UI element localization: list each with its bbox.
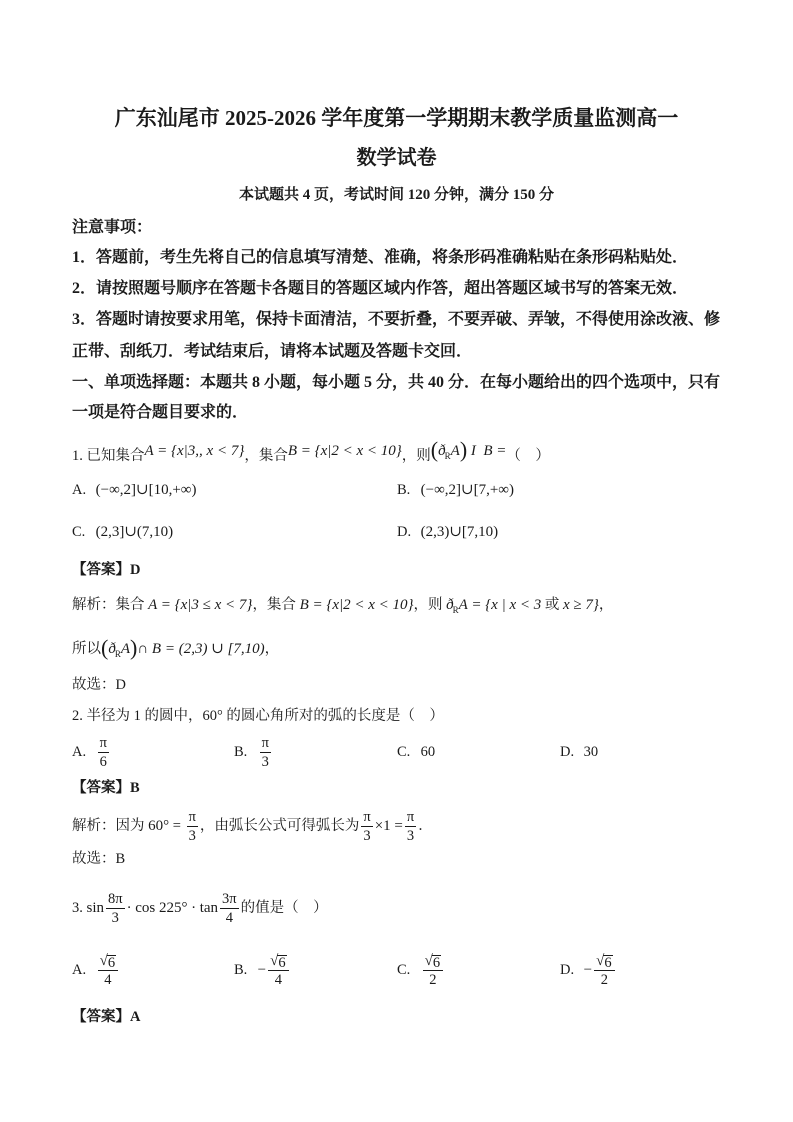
option-fraction: [98, 952, 118, 989]
q1-analysis: [72, 590, 613, 620]
fraction-numerator: π: [99, 735, 107, 752]
q2-option-a: [72, 730, 111, 774]
q3-option-c: [397, 945, 445, 995]
fraction-denominator: 4: [274, 972, 282, 989]
q3-dot-1: ·: [126, 900, 132, 916]
q3-stem: [72, 886, 328, 930]
complement-subscript: R: [114, 649, 121, 659]
fraction-denominator: 6: [99, 754, 107, 771]
option-value: (−∞,2]∪[10,+∞): [95, 482, 197, 498]
option-label: A.: [72, 962, 87, 978]
q1-stem: [72, 437, 550, 470]
fraction-numerator: [98, 952, 118, 971]
option-sign: −: [257, 962, 267, 978]
fraction-denominator: 2: [429, 972, 437, 989]
complement-subscript: R: [444, 451, 451, 461]
option-label: B.: [234, 744, 248, 760]
fraction-numerator: π: [261, 735, 269, 752]
fraction-denominator: 3: [406, 828, 415, 845]
complement-argument: A: [120, 641, 131, 657]
close-paren: ): [459, 437, 468, 462]
option-label: B.: [234, 962, 248, 978]
q3-fraction-1: [106, 890, 125, 927]
answer-tag: 【答案】: [72, 562, 130, 578]
radicand: 6: [278, 955, 286, 972]
q2-option-b: [234, 730, 273, 774]
complement-symbol: [446, 597, 459, 613]
q1-expression: [430, 437, 507, 462]
q1-stem-text-2: ，集合: [244, 448, 288, 464]
notice-item-2: 2．请按照题号顺序在答题卡各题目的答题区域内作答，超出答题区域书写的答案无效．: [72, 280, 689, 297]
option-value: (−∞,2]∪[7,+∞): [420, 482, 514, 498]
notice-heading: 注意事项：: [72, 219, 153, 236]
analysis-text-1: 解析：集合: [72, 597, 145, 613]
option-value: 60: [420, 744, 436, 760]
answer-tag: 【答案】: [72, 1009, 130, 1025]
q1-option-d: [397, 517, 498, 547]
exam-title: 广东汕尾市 2025-2026 学年度第一学期期末教学质量监测高一: [114, 106, 679, 130]
option-fraction: [98, 734, 109, 771]
notice-item-1: 1．答题前，考生先将自己的信息填写清楚、准确，将条形码准确粘贴在条形码粘贴处．: [72, 249, 689, 266]
option-value: (2,3)∪[7,10): [420, 524, 499, 540]
fraction-numerator: [423, 952, 443, 971]
radicand: 6: [604, 955, 612, 972]
q3-cos: cos 225°: [135, 900, 188, 916]
conclusion-result: ∩ B = (2,3) ∪ [7,10): [137, 641, 265, 657]
option-value: (2,3]∪(7,10): [95, 524, 174, 540]
open-paren: (: [430, 437, 439, 462]
option-label: C.: [397, 962, 411, 978]
option-fraction: [268, 952, 288, 989]
radical-sign: √: [424, 953, 433, 970]
q1-option-c: [72, 517, 173, 547]
analysis-fraction-2: [361, 808, 372, 845]
open-paren: (: [101, 635, 109, 660]
complement-symbol: [108, 641, 121, 657]
q2-stem: [72, 701, 444, 731]
section-1-heading-line-2: 一项是符合题目要求的．: [72, 404, 249, 421]
q2-option-d: [560, 730, 598, 774]
option-label: D.: [560, 962, 575, 978]
radical-sign: √: [270, 953, 279, 970]
fraction-denominator: 4: [104, 972, 112, 989]
fraction-denominator: 3: [261, 754, 269, 771]
q3-answer: [72, 1002, 140, 1032]
q3-fraction-2: [220, 890, 239, 927]
fraction-denominator: 3: [188, 828, 196, 845]
q1-set-a: A = {x|3,, x < 7}: [144, 443, 245, 459]
q1-option-a: [72, 475, 196, 505]
option-fraction: [594, 952, 614, 989]
option-fraction: [423, 952, 443, 989]
fraction-numerator: 3π: [222, 891, 237, 908]
analysis-complement-tail: x ≥ 7}: [563, 597, 599, 613]
q2-stem-text: 半径为 1 的圆中，60° 的圆心角所对的弧的长度是（ ）: [86, 708, 444, 724]
conclusion-end: ，: [264, 641, 280, 657]
q3-option-a: [72, 945, 120, 995]
analysis-fraction-1: [187, 808, 198, 845]
q3-option-d: [560, 945, 617, 995]
q2-analysis: [72, 804, 433, 848]
analysis-or: 或: [544, 597, 560, 613]
option-label: A.: [72, 482, 87, 498]
fraction-numerator: π: [188, 809, 196, 826]
q1-answer: [72, 555, 140, 585]
option-label: D.: [397, 524, 412, 540]
conclusion-text: 所以: [72, 641, 101, 657]
fraction-denominator: 3: [363, 828, 371, 845]
analysis-degree: 60°: [148, 818, 170, 834]
complement-argument: A: [450, 443, 460, 459]
analysis-text-1: 解析：因为: [72, 818, 145, 834]
q1-option-b: [397, 475, 514, 505]
option-label: C.: [72, 524, 86, 540]
option-label: D.: [560, 744, 575, 760]
q3-option-b: [234, 945, 291, 995]
square-root: [425, 953, 441, 970]
answer-tag: 【答案】: [72, 780, 130, 796]
complement-subscript: R: [452, 605, 459, 615]
fraction-numerator: 8π: [108, 891, 123, 908]
q3-stem-tail: 的值是（ ）: [240, 900, 328, 916]
complement-symbol: [438, 443, 451, 459]
answer-letter: B: [130, 780, 140, 796]
complement-glyph: ð: [446, 597, 454, 613]
fraction-denominator: 2: [600, 972, 608, 989]
analysis-set-a: A = {x|3 ≤ x < 7}: [148, 597, 253, 613]
q1-stem-text-1: 已知集合: [86, 448, 145, 464]
radical-sign: √: [99, 953, 108, 970]
option-label: A.: [72, 744, 87, 760]
fraction-numerator: π: [406, 809, 415, 826]
answer-letter: A: [130, 1009, 141, 1025]
analysis-text-2: ，由弧长公式可得弧长为: [199, 818, 360, 834]
fraction-denominator: 4: [225, 910, 233, 927]
analysis-fraction-3: [405, 808, 416, 845]
exam-info: 本试题共 4 页，考试时间 120 分钟，满分 150 分: [238, 187, 554, 203]
square-root: [270, 953, 286, 970]
answer-letter: D: [130, 562, 141, 578]
analysis-end: ．: [418, 818, 433, 834]
fraction-numerator: π: [363, 809, 371, 826]
radicand: 6: [432, 955, 441, 972]
analysis-end: ，: [598, 597, 614, 613]
fraction-numerator: [268, 952, 288, 971]
q3-dot-2: ·: [191, 900, 197, 916]
analysis-multiply: ×1 =: [374, 818, 403, 834]
q2-number: 2.: [72, 708, 83, 724]
q1-operator: I B =: [470, 443, 507, 459]
exam-subject: 数学试卷: [356, 147, 437, 169]
q3-sin: sin: [86, 900, 105, 916]
square-root: [596, 953, 612, 970]
q3-tan: tan: [199, 900, 219, 916]
option-value: 30: [583, 744, 599, 760]
option-sign: −: [583, 962, 593, 978]
complement-glyph: ð: [108, 641, 116, 657]
radicand: 6: [107, 955, 116, 972]
notice-item-3-line-2: 正带、刮纸刀．考试结束后，请将本试题及答题卡交回．: [72, 343, 473, 360]
section-1-heading-line-1: 一、单项选择题：本题共 8 小题，每小题 5 分，共 40 分．在每小题给出的四个选项中，只有: [72, 374, 721, 391]
q1-answer-blank: （ ）: [506, 448, 550, 464]
option-fraction: [260, 734, 271, 771]
q1-number: 1.: [72, 448, 83, 464]
analysis-equals: =: [172, 818, 181, 834]
q1-stem-text-3: ，则: [401, 448, 431, 464]
fraction-numerator: [594, 952, 614, 971]
analysis-text-3: ，则: [413, 597, 443, 613]
fraction-denominator: 3: [111, 910, 119, 927]
q1-set-b: B = {x|2 < x < 10}: [287, 443, 402, 459]
square-root: [100, 953, 116, 970]
analysis-set-b: B = {x|2 < x < 10}: [299, 597, 414, 613]
q2-answer: [72, 773, 140, 803]
q2-choose: 故选：B: [72, 851, 126, 867]
q3-number: 3.: [72, 900, 83, 916]
radical-sign: √: [596, 953, 605, 970]
q2-option-c: [397, 730, 435, 774]
complement-glyph: ð: [438, 443, 446, 459]
option-label: B.: [397, 482, 411, 498]
analysis-text-2: ，集合: [252, 597, 296, 613]
notice-item-3-line-1: 3．答题时请按要求用笔，保持卡面清洁，不要折叠，不要弄破、弄皱，不得使用涂改液、修: [72, 311, 721, 328]
option-label: C.: [397, 744, 411, 760]
close-paren: ): [130, 635, 138, 660]
analysis-complement-set: A = {x | x < 3: [458, 597, 542, 613]
q1-conclusion: [72, 633, 279, 663]
q1-choose: 故选：D: [72, 677, 126, 693]
